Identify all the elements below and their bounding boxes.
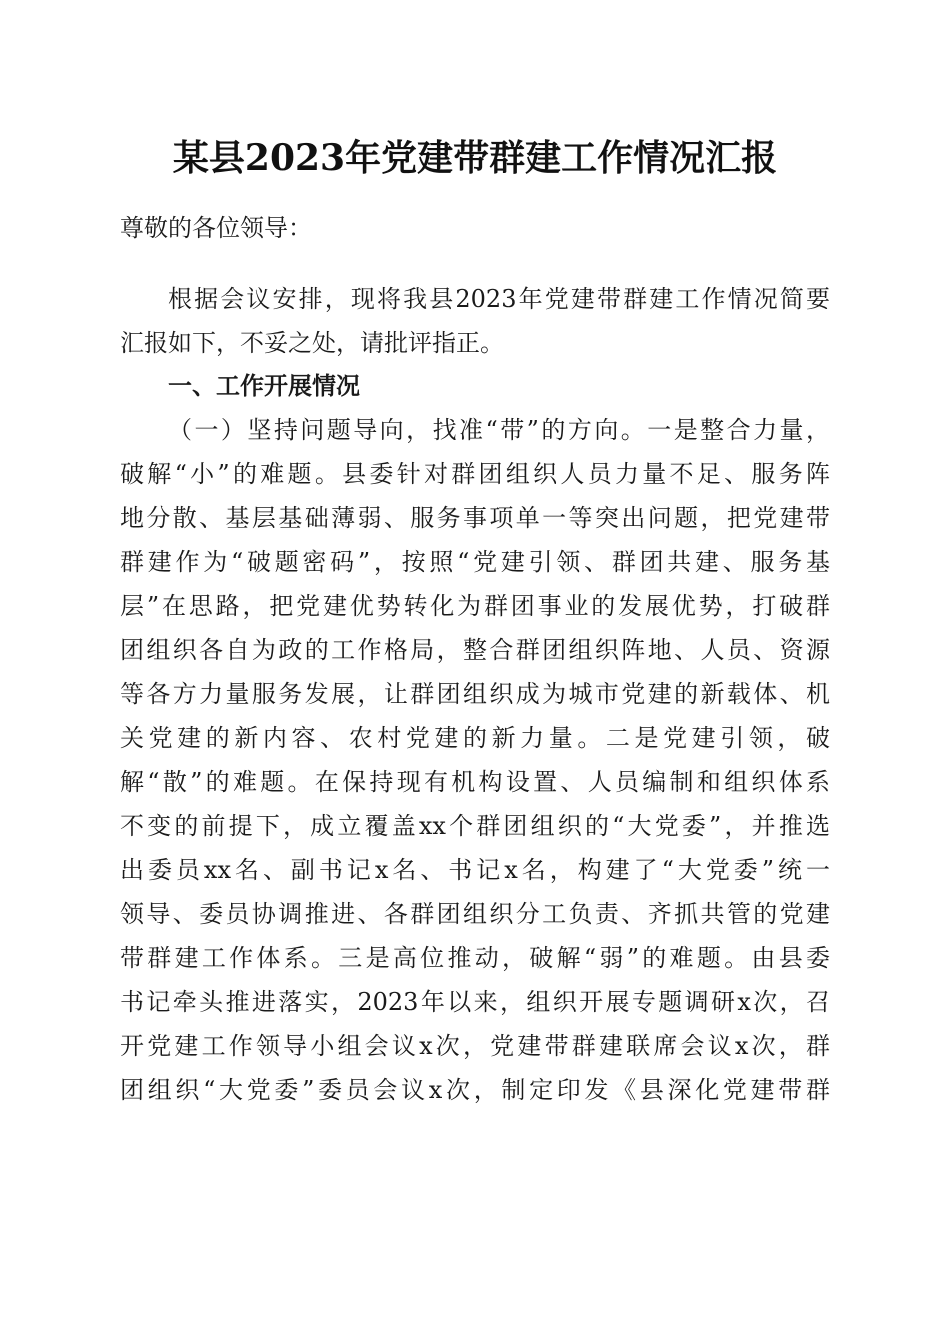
body-line-5: 层”在思路，把党建优势转化为群团事业的发展优势，打破群	[120, 592, 830, 620]
body-line-4: 群建作为“破题密码”，按照“党建引领、群团共建、服务基	[120, 548, 830, 576]
body-line-13: 带群建工作体系。三是高位推动，破解“弱”的难题。由县委	[120, 944, 830, 972]
intro-line-1: 根据会议安排，现将我县2023年党建带群建工作情况简要	[168, 285, 830, 313]
body-line-11: 出委员xx名、副书记x名、书记x名，构建了“大党委”统一	[120, 856, 830, 884]
body-line-9: 解“散”的难题。在保持现有机构设置、人员编制和组织体系	[120, 768, 830, 796]
body-line-7: 等各方力量服务发展，让群团组织成为城市党建的新载体、机	[120, 680, 830, 708]
body-line-8: 关党建的新内容、农村党建的新力量。二是党建引领，破	[120, 724, 830, 752]
body-line-6: 团组织各自为政的工作格局，整合群团组织阵地、人员、资源	[120, 636, 830, 664]
body-line-12: 领导、委员协调推进、各群团组织分工负责、齐抓共管的党建	[120, 900, 830, 928]
intro-line-2: 汇报如下，不妥之处，请批评指正。	[120, 329, 504, 357]
body-line-14: 书记牵头推进落实，2023年以来，组织开展专题调研x次，召	[120, 988, 830, 1016]
body-line-1: （一）坚持问题导向，找准“带”的方向。一是整合力量，	[168, 416, 830, 444]
document-title: 某县2023年党建带群建工作情况汇报	[172, 137, 778, 179]
section-heading: 一、工作开展情况	[168, 372, 360, 400]
body-line-15: 开党建工作领导小组会议x次，党建带群建联席会议x次，群	[120, 1032, 830, 1060]
body-line-2: 破解“小”的难题。县委针对群团组织人员力量不足、服务阵	[120, 460, 830, 488]
salutation: 尊敬的各位领导：	[120, 214, 312, 242]
body-line-16: 团组织“大党委”委员会议x次，制定印发《县深化党建带群	[120, 1076, 830, 1104]
body-line-10: 不变的前提下，成立覆盖xx个群团组织的“大党委”，并推选	[120, 812, 830, 840]
body-line-3: 地分散、基层基础薄弱、服务事项单一等突出问题，把党建带	[120, 504, 830, 532]
